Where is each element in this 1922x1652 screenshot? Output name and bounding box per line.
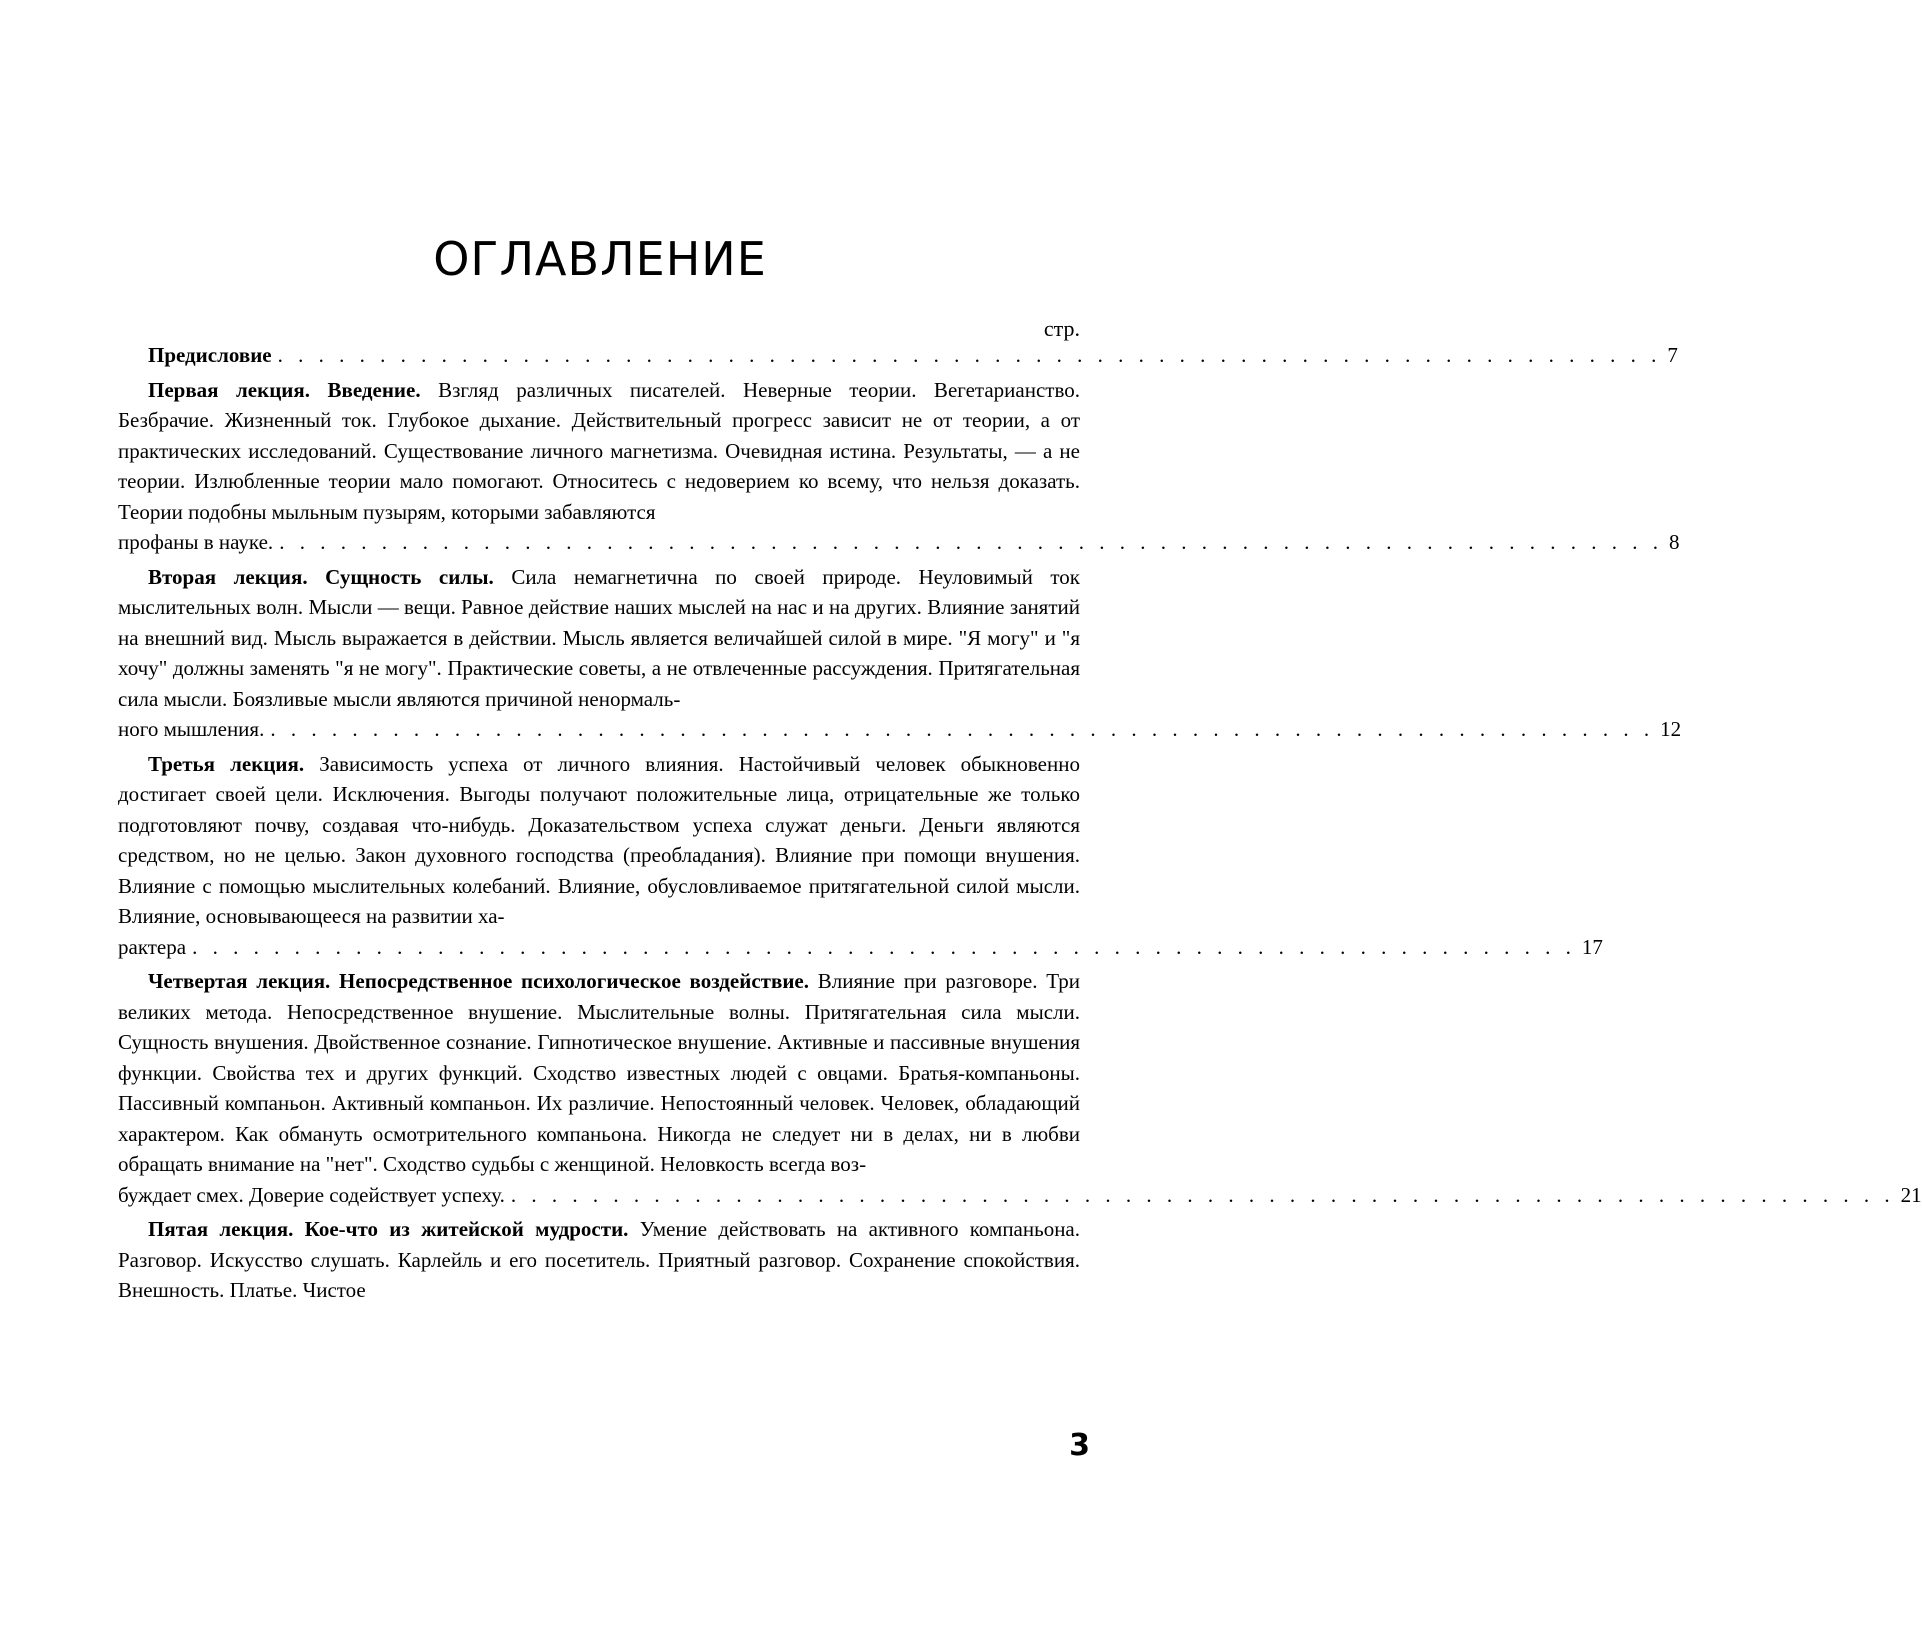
toc-entry-tail: ного мышления.	[118, 717, 265, 741]
dot-leader: . . . . . . . . . . . . . . . . . . . . . . . . . . . . . . . . . . . . . . . . . . . . . . . . . . . . . . . . . . . . . . . . . . . .	[510, 1182, 1895, 1207]
toc-entry-body: Влияние при разговоре. Три великих метода. Непосредственное внушение. Мыслительные волны. Притягательная сила мысли. Сущность внушения. Двойственное сознание. Гипнотическое внушение. Активные и пассивные внушения функции. Свойства тех и других функций. Сходство известных людей с овцами. Братья-компаньоны. Пассивный компаньон. Активный компаньон. Их различие. Непостоянный человек. Человек, обладающий характером. Как обмануть осмотрительного компаньона. Никогда не следует ни в делах, ни в любви обращать внимание на "нет". Сходство судьбы с женщиной. Неловкость всегда воз-	[118, 969, 1080, 1176]
toc-entry-lecture-2	[118, 562, 1682, 745]
table-of-contents	[118, 340, 1922, 1310]
toc-entry-text	[118, 749, 1080, 932]
toc-entry-text	[118, 562, 1080, 715]
dot-leader: . . . . . . . . . . . . . . . . . . . . . . . . . . . . . . . . . . . . . . . . . . . . . . . . . . . . . . . . . . . . . . . . . . . .	[279, 530, 1663, 554]
toc-leader-line	[118, 527, 1680, 558]
toc-entry-body: Зависимость успеха от личного влияния. Настойчивый человек обыкновенно достигает своей цели. Исключения. Выгоды получают положительные лица, отрицательные же только подготовляют почву, создавая что-нибудь. Доказательством успеха служат деньги. Деньги являются средством, но не целью. Закон духовного господства (преобладания). Влияние при помощи внушения. Влияние с помощью мыслительных колебаний. Влияние, обусловливаемое притягательной силой мысли. Влияние, основывающееся на развитии ха-	[118, 751, 1080, 928]
toc-page-number: 7	[1667, 343, 1678, 367]
toc-entry-tail: буждает смех. Доверие содействует успеху.	[118, 1182, 505, 1207]
toc-entry-heading: Третья лекция.	[148, 751, 305, 776]
toc-entry-preface	[118, 340, 1678, 371]
toc-entry-heading: Первая лекция. Введение.	[148, 377, 421, 402]
toc-leader-line	[118, 932, 1603, 963]
toc-entry-heading: Четвертая лекция. Непосредственное психологическое воздействие.	[148, 969, 809, 993]
dot-leader: . . . . . . . . . . . . . . . . . . . . . . . . . . . . . . . . . . . . . . . . . . . . . . . . . . . . . . . . . . . . . . . . . . . .	[270, 717, 1655, 741]
toc-entry-text	[118, 375, 1080, 528]
toc-leader-line	[118, 714, 1682, 745]
toc-entry-title: Предисловие	[148, 343, 272, 367]
toc-page-number: 12	[1660, 717, 1682, 741]
toc-entry-body: Умение действовать на активного компаньона. Разговор. Искусство слушать. Карлейль и его посетитель. Приятный разговор. Сохранение спокойствия. Внешность. Платье. Чистое	[118, 1217, 1081, 1302]
dot-leader: . . . . . . . . . . . . . . . . . . . . . . . . . . . . . . . . . . . . . . . . . . . . . . . . . . . . . . . . . . . . . . . . . . . .	[192, 934, 1576, 959]
toc-entry-body: Взгляд различных писателей. Неверные теории. Вегетарианство. Безбрачие. Жизненный ток. Глубокое дыхание. Действительный прогресс зависит не от теории, а от практических исследований. Существование личного магнетизма. Очевидная истина. Результаты, — а не теории. Излюбленные теории мало помогают. Относитесь с недоверием ко всему, что нельзя доказать. Теории подобны мыльным пузырям, которыми забавляются	[118, 377, 1080, 524]
toc-entry-heading: Пятая лекция. Кое-что из житейской мудрости.	[148, 1217, 629, 1241]
toc-entry-lecture-5	[118, 1214, 1080, 1306]
page-title: ОГЛАВЛЕНИЕ	[433, 232, 767, 286]
toc-entry-text	[118, 966, 1080, 1180]
toc-leader-line	[118, 340, 1678, 371]
toc-entry-text	[118, 1214, 1080, 1306]
toc-entry-heading: Вторая лекция. Сущность силы.	[148, 564, 494, 589]
page-column-label: стр.	[1043, 316, 1080, 341]
toc-page-number: 17	[1581, 934, 1603, 959]
toc-entry-body: Сила немагнетична по своей природе. Неуловимый ток мыслительных волн. Мысли — вещи. Равное действие наших мыслей на нас и на других. Влияние занятий на внешний вид. Мысль выражается в действии. Мысль является величайшей силой в мире. "Я могу" и "я хочу" должны заменять "я не могу". Практические советы, а не отвлеченные рассуждения. Притягательная сила мысли. Боязливые мысли являются причиной ненормаль-	[118, 564, 1081, 711]
page-number: 3	[1069, 1428, 1090, 1463]
toc-entry-tail: рактера	[118, 934, 187, 959]
toc-entry-lecture-1	[118, 375, 1680, 558]
toc-entry-tail: профаны в науке.	[118, 530, 274, 554]
toc-page-number: 8	[1668, 530, 1680, 554]
toc-entry-lecture-4	[118, 966, 1922, 1210]
toc-page-number: 21	[1900, 1182, 1922, 1207]
toc-leader-line	[118, 1180, 1922, 1211]
toc-entry-lecture-3	[118, 749, 1603, 963]
dot-leader: . . . . . . . . . . . . . . . . . . . . . . . . . . . . . . . . . . . . . . . . . . . . . . . . . . . . . . . . . . . . . . . . . . . .	[277, 343, 1662, 367]
